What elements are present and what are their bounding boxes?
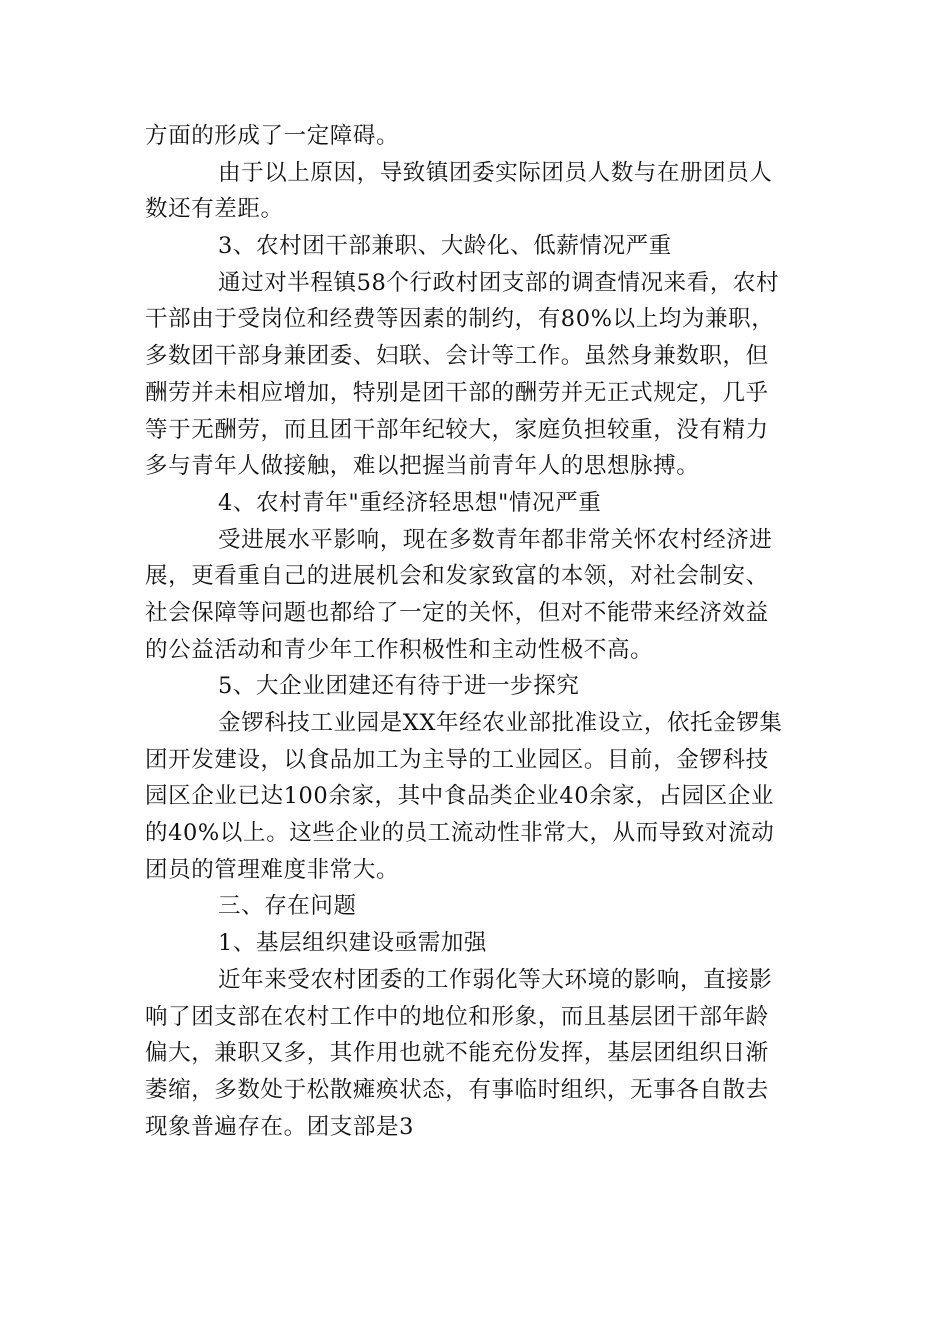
text-line: 4、农村青年"重经济轻思想"情况严重 bbox=[218, 489, 602, 516]
text-line: 多数团干部身兼团委、妇联、会计等工作。虽然身兼数职，但 bbox=[145, 343, 769, 370]
text-line: 团员的管理难度非常大。 bbox=[145, 856, 400, 883]
text-line: 现象普遍存在。团支部是3 bbox=[145, 1113, 415, 1140]
text-line: 多与青年人做接触，难以把握当前青年人的思想脉搏。 bbox=[145, 453, 700, 480]
text-line: 社会保障等问题也都给了一定的关怀，但对不能带来经济效益 bbox=[145, 599, 769, 626]
text-line: 1、基层组织建设亟需加强 bbox=[218, 930, 488, 957]
text-line: 萎缩，多数处于松散瘫痪状态，有事临时组织，无事各自散去 bbox=[145, 1076, 769, 1103]
text-line: 干部由于受岗位和经费等因素的制约，有80%以上均为兼职， bbox=[145, 306, 775, 333]
text-line: 方面的形成了一定障碍。 bbox=[145, 123, 400, 149]
text-line: 近年来受农村团委的工作弱化等大环境的影响，直接影 bbox=[218, 966, 773, 993]
text-line: 三、存在问题 bbox=[218, 893, 357, 920]
text-line: 园区企业已达100余家，其中食品类企业40余家，占园区企业 bbox=[145, 783, 774, 810]
text-line: 等于无酬劳，而且团干部年纪较大，家庭负担较重，没有精力 bbox=[145, 416, 769, 443]
text-line: 展，更看重自己的进展机会和发家致富的本领，对社会制安、 bbox=[145, 563, 769, 590]
text-line: 的40%以上。这些企业的员工流动性非常大，从而导致对流动 bbox=[145, 820, 775, 847]
text-line: 受进展水平影响，现在多数青年都非常关怀农村经济进 bbox=[218, 526, 773, 553]
text-line: 3、农村团干部兼职、大龄化、低薪情况严重 bbox=[218, 233, 672, 260]
text-line: 5、大企业团建还有待于进一步探究 bbox=[218, 673, 580, 700]
text-line: 酬劳并未相应增加，特别是团干部的酬劳并无正式规定，几乎 bbox=[145, 379, 769, 406]
text-line: 响了团支部在农村工作中的地位和形象，而且基层团干部年龄 bbox=[145, 1003, 769, 1030]
text-line: 金锣科技工业园是XX年经农业部批准设立，依托金锣集 bbox=[218, 710, 783, 736]
text-line: 数还有差距。 bbox=[145, 196, 284, 223]
document-body bbox=[145, 118, 805, 1145]
text-line: 团开发建设，以食品加工为主导的工业园区。目前，金锣科技 bbox=[145, 746, 769, 773]
text-line: 通过对半程镇58个行政村团支部的调查情况来看，农村 bbox=[218, 269, 780, 296]
text-line: 由于以上原因，导致镇团委实际团员人数与在册团员人 bbox=[218, 159, 773, 186]
text-line: 的公益活动和青少年工作积极性和主动性极不高。 bbox=[145, 636, 654, 663]
text-line: 偏大，兼职又多，其作用也就不能充份发挥，基层团组织日渐 bbox=[145, 1040, 769, 1067]
